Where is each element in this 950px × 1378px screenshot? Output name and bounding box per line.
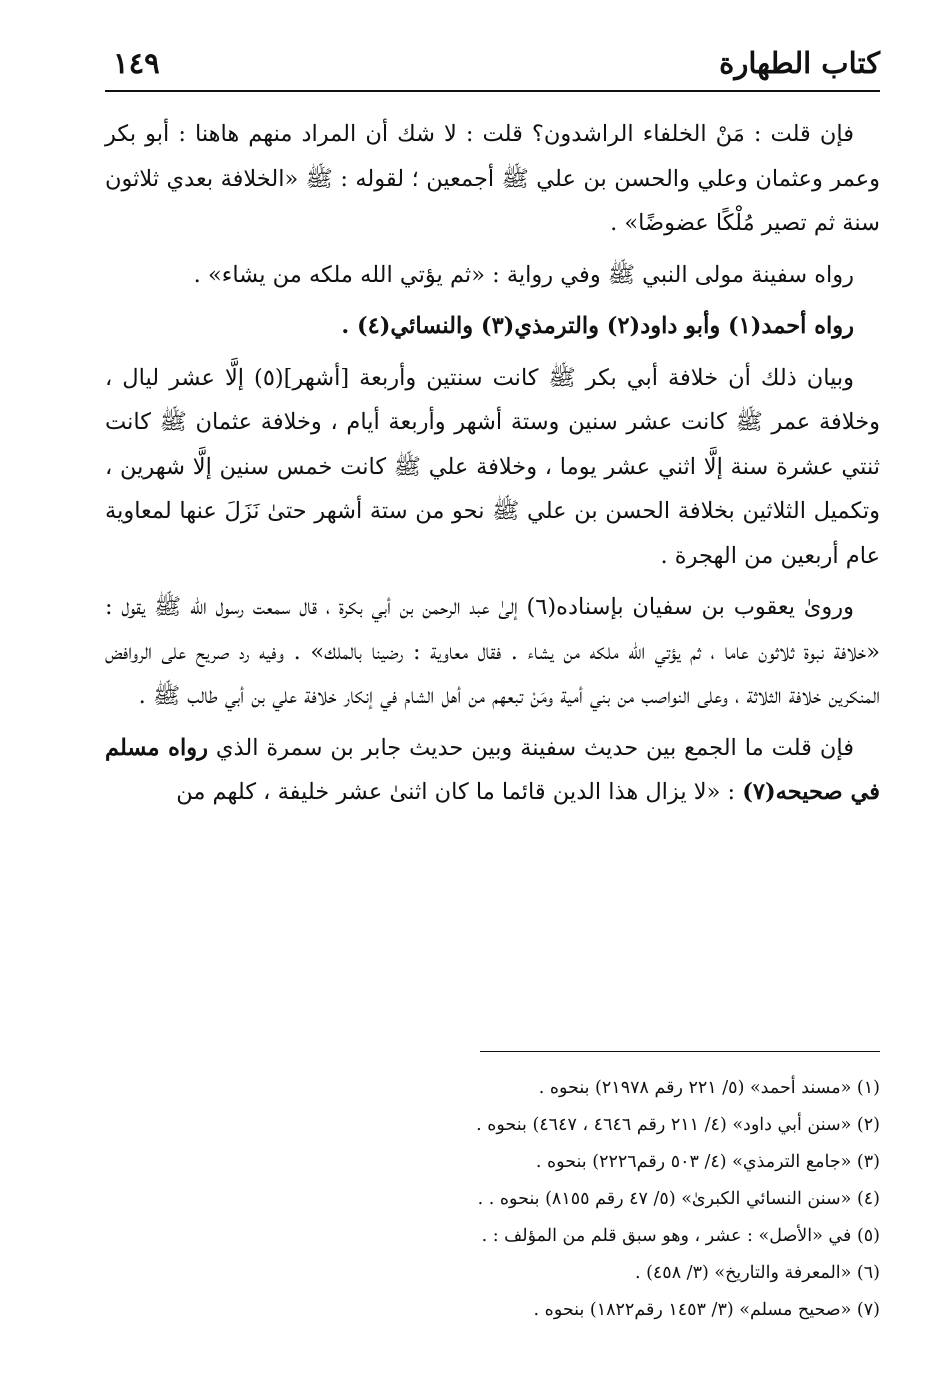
paragraph-2: رواه سفينة مولى النبي ﷺ وفي رواية : «ثم يؤتي الله ملكه من يشاء» .: [193, 261, 854, 288]
footnote-rule: [480, 1051, 880, 1052]
footnotes: [105, 1070, 880, 1329]
paragraph-1: فإن قلت : مَنْ الخلفاء الراشدون؟ قلت : لا شك أن المراد منهم هاهنا : أبو بكر وعمر وعثمان وعلي والحسن بن علي ﷺ أجمعين ؛ لقوله : ﷺ «الخلافة بعدي ثلاثون سنة ثم تصير مُلْكًا عضوضًا» .: [105, 121, 880, 236]
main-text: [105, 112, 880, 822]
paragraph-5: وروىٰ يعقوب بن سفيان بإسناده(٦) إلىٰ عبد الرحمن بن أبي بكرة ، قال سمعت رسول الله ﷺ يقول : «خلافة نبوة ثلاثون عاما ، ثم يؤتي الله ملكه من يشاء . فقال معاوية : رضينا بالملك» . وفيه رد صريح على الروافض المنكرين خلافة الثلاثة ، وعلى النواصب من بني أمية ومَنْ تبعهم من أهل الشام في إنكار خلافة علي بن أبي طالب ﷺ .: [105, 594, 880, 709]
footnote-4: (٤) «سنن النسائي الكبرىٰ» (٥/ ٤٧ رقم ٨١٥٥) بنحوه . .: [477, 1189, 880, 1209]
book-page: [105, 40, 880, 1350]
page-header: [105, 40, 880, 90]
footnote-6: (٦) «المعرفة والتاريخ» (٣/ ٤٥٨) .: [634, 1263, 880, 1283]
footnote-5: (٥) في «الأصل» : عشر ، وهو سبق قلم من المؤلف : .: [481, 1226, 880, 1246]
paragraph-6-end: : «لا يزال هذا الدين قائما ما كان اثنىٰ عشر خليفة ، كلهم من: [176, 779, 743, 805]
footnote-1: (١) «مسند أحمد» (٥/ ٢٢١ رقم ٢١٩٧٨) بنحوه .: [538, 1078, 880, 1098]
footnote-3: (٣) «جامع الترمذي» (٤/ ٥٠٣ رقم٢٢٢٦) بنحوه .: [535, 1152, 880, 1172]
header-rule: [105, 90, 880, 92]
paragraph-6-bold: رواه مسلم في صحيحه(٧): [105, 734, 880, 805]
footnote-7: (٧) «صحيح مسلم» (٣/ ١٤٥٣ رقم١٨٢٢) بنحوه .: [533, 1300, 880, 1320]
page-number: ١٤٩: [113, 46, 160, 80]
footnote-2: (٢) «سنن أبي داود» (٤/ ٢١١ رقم ٤٦٤٦ ، ٤٦٤٧) بنحوه .: [476, 1115, 880, 1135]
paragraph-3: رواه أحمد(١) وأبو داود(٢) والترمذي(٣) والنسائي(٤) .: [341, 313, 854, 339]
paragraph-4: وبيان ذلك أن خلافة أبي بكر ﷺ كانت سنتين وأربعة [أشهر](٥) إلَّا عشر ليال ، وخلافة عمر ﷺ كانت عشر سنين وستة أشهر وأربعة أيام ، وخلافة عثمان ﷺ كانت ثنتي عشرة سنة إلَّا اثني عشر يوما ، وخلافة علي ﷺ كانت خمس سنين إلَّا شهرين ، وتكميل الثلاثين بخلافة الحسن بن علي ﷺ نحو من ستة أشهر حتىٰ نَزَلَ عنها لمعاوية عام أربعين من الهجرة .: [105, 364, 880, 569]
running-head: كتاب الطهارة: [719, 46, 880, 80]
paragraph-6-start: فإن قلت ما الجمع بين حديث سفينة وبين حديث جابر بن سمرة الذي: [207, 734, 855, 761]
paragraph-6: [105, 726, 880, 815]
